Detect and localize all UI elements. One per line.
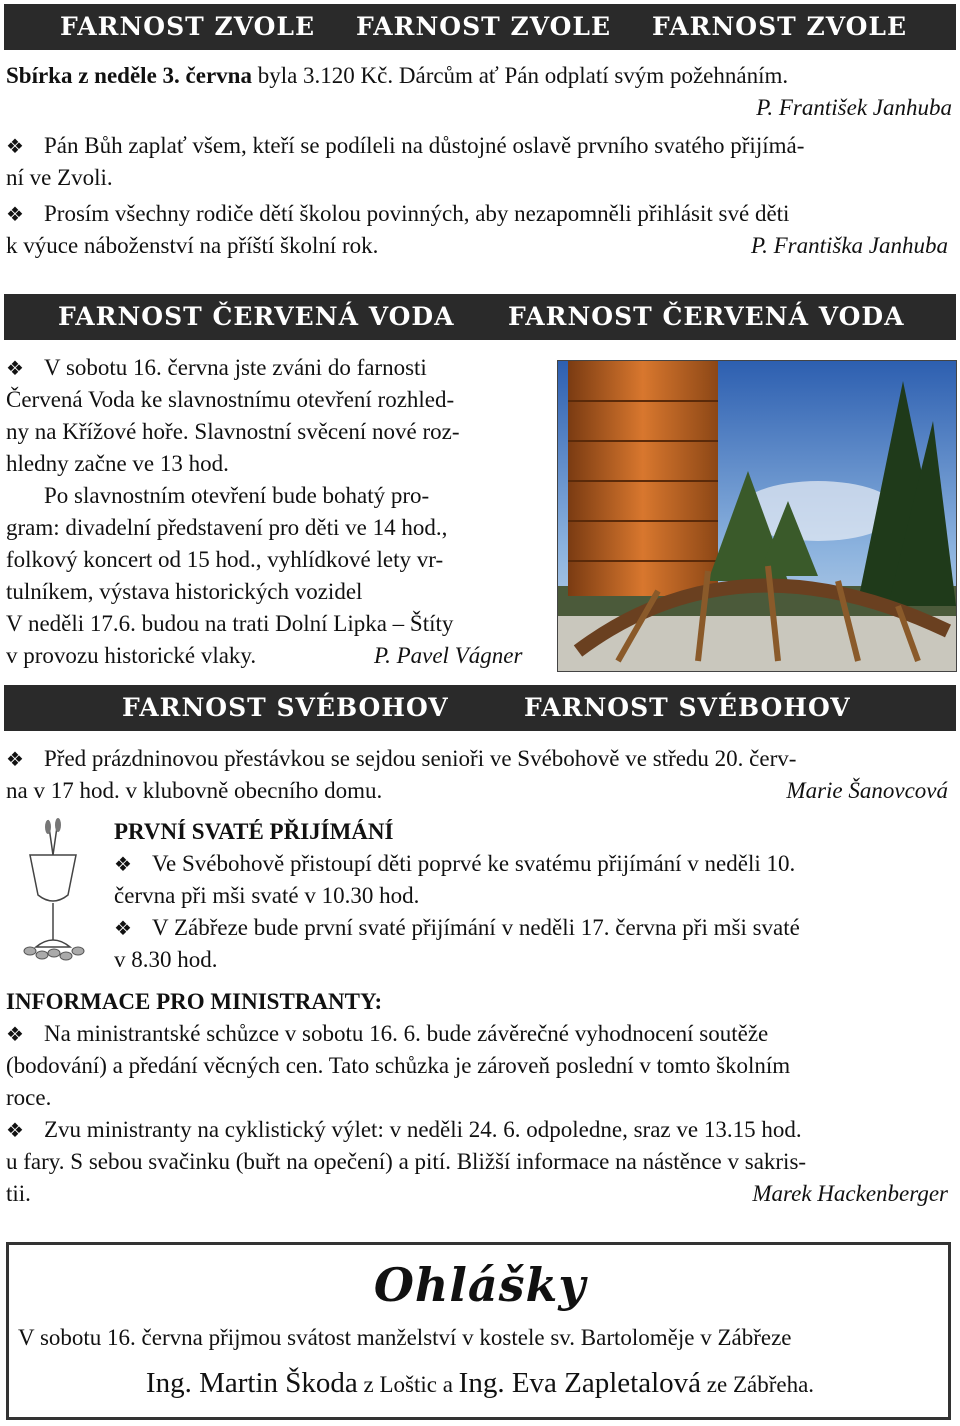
ohlasky-title: Ohlášky [373,1258,587,1312]
sbirka-line [6,60,788,92]
ohlasky-names [0,1364,960,1404]
zvole-item-1-line-1: Pán Bůh zaplať všem, kteří se podíleli na důstojné oslavě prvního svatého přijímá- [44,133,805,158]
zvole-signature-2: P. Františka Janhuba [751,233,948,258]
cervena-voda-header-1: FARNOST ČERVENÁ VODA [58,302,455,331]
diamond-bullet-icon: ❖ [6,1024,24,1046]
ministranti-item-1-line-2: (bodování) a předání věcných cen. Tato schůzka je zároveň poslední v tomto školním [6,1053,791,1078]
bride-from: ze Zábřeha. [701,1372,815,1397]
zvole-header-1: FARNOST ZVOLE [60,12,316,41]
cv-line-8: tulníkem, výstava historických vozidel [6,579,363,604]
diamond-bullet-icon: ❖ [114,918,132,940]
zvole-item-2-line-1: Prosím všechny rodiče dětí školou povinných, aby nezapomněli přihlásit své děti [44,201,790,226]
lookout-tower-photo [557,360,957,672]
prijimani-item-1-line-2: června při mši svaté v 10.30 hod. [114,883,420,908]
zvole-item-2-line-2: k výuce náboženství na příští školní rok. [6,233,379,258]
cv-line-2: Červená Voda ke slavnostnímu otevření rozhled- [6,387,455,412]
cv-line-6: gram: divadelní představení pro děti ve 14 hod., [6,515,448,540]
ministranti-item-2-line-3: tii. [6,1181,31,1206]
ministranti-item-2 [6,1114,802,1147]
prijimani-item-2 [114,912,800,945]
cervena-voda-header-2: FARNOST ČERVENÁ VODA [508,302,905,331]
diamond-bullet-icon: ❖ [6,749,24,771]
ohlasky-line-1: V sobotu 16. června přijmou svátost manželství v kostele sv. Bartoloměje v Zábřeze [18,1325,792,1350]
ministranti-item-1-line-1: Na ministrantské schůzce v sobotu 16. 6. bude závěrečné vyhodnocení soutěže [44,1021,769,1046]
groom-from: z Loštic a [357,1372,459,1397]
cv-line-3: ny na Křížové hoře. Slavnostní svěcení nové roz- [6,419,460,444]
sbirka-date: Sbírka z neděle 3. června [6,63,252,88]
prijimani-item-1-line-1: Ve Svébohově přistoupí děti poprvé ke svatému přijímání v neděli 10. [152,851,796,876]
zvole-item-2 [6,198,789,231]
diamond-bullet-icon: ❖ [6,358,24,380]
cv-line-5: Po slavnostním otevření bude bohatý pro- [44,483,430,508]
cv-line-1-text: V sobotu 16. června jste zváni do farnosti [44,355,427,380]
ministranti-title: INFORMACE PRO MINISTRANTY: [6,989,383,1014]
cv-line-4: hledny začne ve 13 hod. [6,451,229,476]
ministranti-item-2-line-2: u fary. S sebou svačinku (buřt na opečení) a pití. Bližší informace na nástěnce v sakris- [6,1149,807,1174]
svebohov-item-line-1: Před prázdninovou přestávkou se sejdou senioři ve Svébohově ve středu 20. červ- [44,746,797,771]
svebohov-header-2: FARNOST SVÉBOHOV [524,693,851,722]
ministranti-item-1 [6,1018,768,1051]
chalice-icon [8,815,98,965]
zvole-header-2: FARNOST ZVOLE [356,12,612,41]
cv-line-10: v provozu historické vlaky. [6,643,257,668]
cv-line-7: folkový koncert od 15 hod., vyhlídkové lety vr- [6,547,444,572]
svebohov-signature: Marie Šanovcová [786,778,948,803]
diamond-bullet-icon: ❖ [6,204,24,226]
svebohov-item [6,743,796,776]
cv-line-1 [6,352,427,385]
diamond-bullet-icon: ❖ [114,854,132,876]
bride-name: Ing. Eva Zapletalová [458,1367,702,1399]
zvole-signature-1: P. František Janhuba [756,95,952,120]
svebohov-header [4,685,956,731]
cv-line-9: V neděli 17.6. budou na trati Dolní Lipka – Štíty [6,611,454,636]
ministranti-signature: Marek Hackenberger [752,1181,948,1206]
diamond-bullet-icon: ❖ [6,1120,24,1142]
zvole-item-1 [6,130,804,163]
zvole-header [4,4,956,50]
svebohov-item-line-2: na v 17 hod. v klubovně obecního domu. [6,778,383,803]
zvole-item-1-line-2: ní ve Zvoli. [6,165,113,190]
diamond-bullet-icon: ❖ [6,136,24,158]
groom-name: Ing. Martin Škoda [145,1367,358,1399]
ministranti-item-2-line-1: Zvu ministranty na cyklistický výlet: v neděli 24. 6. odpoledne, sraz ve 13.15 hod. [44,1117,802,1142]
cervena-voda-header [4,294,956,340]
prijimani-item-2-line-1: V Zábřeze bude první svaté přijímání v neděli 17. června při mši svaté [152,915,800,940]
prijimani-title: PRVNÍ SVATÉ PŘIJÍMÁNÍ [114,819,394,844]
cv-signature: P. Pavel Vágner [374,643,523,668]
sbirka-text: byla 3.120 Kč. Dárcům ať Pán odplatí svým požehnáním. [251,63,789,88]
prijimani-item-1 [114,848,795,881]
svebohov-header-1: FARNOST SVÉBOHOV [122,693,449,722]
zvole-header-3: FARNOST ZVOLE [652,12,908,41]
prijimani-item-2-line-2: v 8.30 hod. [114,947,218,972]
ministranti-item-1-line-3: roce. [6,1085,52,1110]
